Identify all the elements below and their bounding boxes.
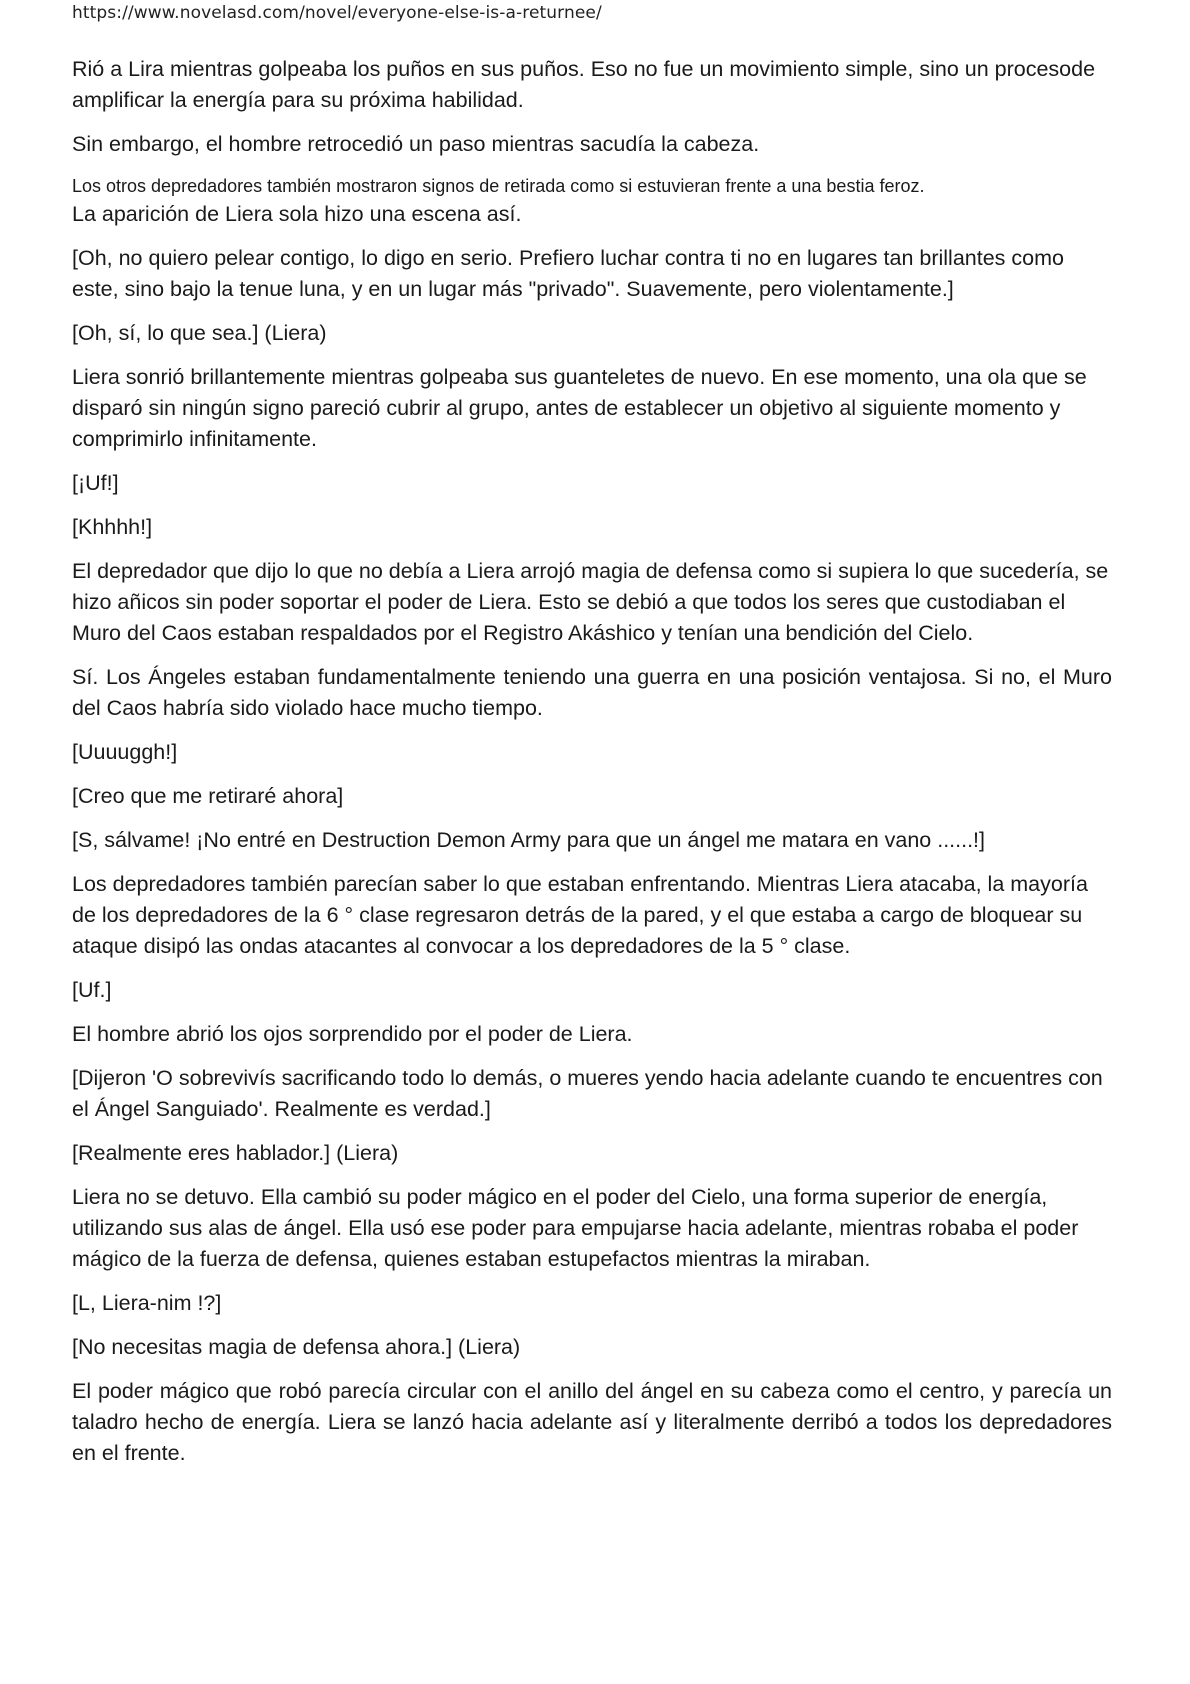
paragraph-5: [Oh, no quiero pelear contigo, lo digo en serio. Prefiero luchar contra ti no en lugares tan brillantes como este, sino bajo la tenue luna, y en un lugar más "privado". Suavemente, pero violentamente.] <box>72 246 1064 301</box>
paragraph-10: El depredador que dijo lo que no debía a Liera arrojó magia de defensa como si supiera lo que sucedería, se hizo añicos sin poder soportar el poder de Liera. Esto se debió a que todos los seres que custodiaban el Muro del Caos estaban respaldados por el Registro Akáshico y tenían una bendición del Cielo. <box>72 559 1109 645</box>
paragraph-14: [S, sálvame! ¡No entré en Destruction Demon Army para que un ángel me matara en vano ......!] <box>72 828 986 852</box>
paragraph-20: Liera no se detuvo. Ella cambió su poder mágico en el poder del Cielo, una forma superior de energía, utilizando sus alas de ángel. Ella usó ese poder para empujarse hacia adelante, mientras robaba el poder mágico de la fuerza de defensa, quienes estaban estupefactos mientras la miraban. <box>72 1185 1079 1271</box>
paragraph-18: [Dijeron 'O sobrevivís sacrificando todo lo demás, o mueres yendo hacia adelante cuando te encuentres con el Ángel Sanguiado'. Realmente es verdad.] <box>72 1066 1103 1121</box>
paragraph-9: [Khhhh!] <box>72 515 153 539</box>
paragraph-1: Rió a Lira mientras golpeaba los puños en sus puños. Eso no fue un movimiento simple, sino un procesode amplificar la energía para su próxima habilidad. <box>72 57 1096 112</box>
paragraph-6: [Oh, sí, lo que sea.] (Liera) <box>72 321 327 345</box>
paragraph-17: El hombre abrió los ojos sorprendido por el poder de Liera. <box>72 1022 633 1046</box>
paragraph-22: [No necesitas magia de defensa ahora.] (Liera) <box>72 1335 521 1359</box>
paragraph-3: Los otros depredadores también mostraron signos de retirada como si estuvieran frente a una bestia feroz. <box>72 176 925 196</box>
paragraph-23: El poder mágico que robó parecía circular con el anillo del ángel en su cabeza como el centro, y parecía un taladro hecho de energía. Liera se lanzó hacia adelante así y literalmente derribó a todos los depredadores en el frente. <box>72 1379 1112 1465</box>
paragraph-19: [Realmente eres hablador.] (Liera) <box>72 1141 399 1165</box>
paragraph-16: [Uf.] <box>72 978 112 1002</box>
paragraph-15: Los depredadores también parecían saber lo que estaban enfrentando. Mientras Liera atacaba, la mayoría de los depredadores de la 6 ° clase regresaron detrás de la pared, y el que estaba a cargo de bloquear su ataque disipó las ondas atacantes al convocar a los depredadores de la 5 ° clase. <box>72 872 1088 958</box>
paragraph-13: [Creo que me retiraré ahora] <box>72 784 344 808</box>
paragraph-8: [¡Uf!] <box>72 471 119 495</box>
paragraph-11: Sí. Los Ángeles estaban fundamentalmente teniendo una guerra en una posición ventajosa. Si no, el Muro del Caos habría sido violado hace mucho tiempo. <box>72 665 1112 720</box>
document-body <box>72 54 1112 1482</box>
paragraph-4: La aparición de Liera sola hizo una escena así. <box>72 202 522 226</box>
paragraph-21: [L, Liera-nim !?] <box>72 1291 222 1315</box>
paragraph-12: [Uuuuggh!] <box>72 740 178 764</box>
paragraph-7: Liera sonrió brillantemente mientras golpeaba sus guanteletes de nuevo. En ese momento, una ola que se disparó sin ningún signo pareció cubrir al grupo, antes de establecer un objetivo al siguiente momento y comprimirlo infinitamente. <box>72 365 1087 451</box>
paragraph-2: Sin embargo, el hombre retrocedió un paso mientras sacudía la cabeza. <box>72 132 760 156</box>
source-url: https://www.novelasd.com/novel/everyone-else-is-a-returnee/ <box>72 3 602 23</box>
